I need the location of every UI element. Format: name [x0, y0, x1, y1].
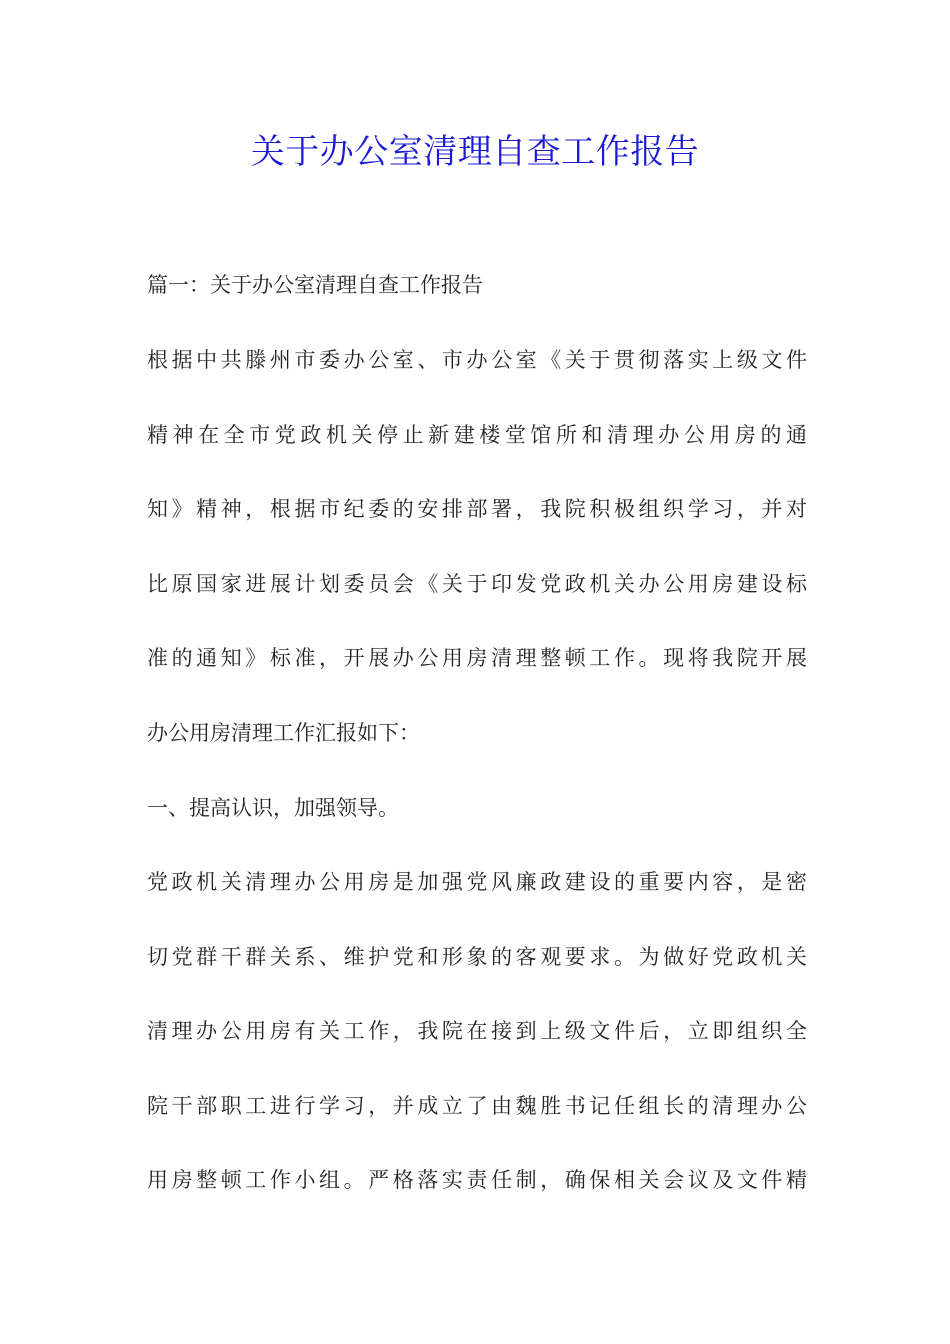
paragraph-line: 精神在全市党政机关停止新建楼堂馆所和清理办公用房的通: [147, 423, 807, 447]
paragraph-line: 准的通知》标准，开展办公用房清理整顿工作。现将我院开展: [147, 646, 807, 670]
section-heading-one: 一、提高认识，加强领导。: [147, 796, 399, 820]
document-title: 关于办公室清理自查工作报告: [250, 132, 700, 172]
paragraph-line: 比原国家进展计划委员会《关于印发党政机关办公用房建设标: [147, 572, 807, 596]
paragraph-line: 切党群干群关系、维护党和形象的客观要求。为做好党政机关: [147, 945, 807, 969]
paragraph-line: 办公用房清理工作汇报如下：: [147, 721, 420, 745]
paragraph-line: 院干部职工进行学习，并成立了由魏胜书记任组长的清理办公: [147, 1094, 807, 1118]
paragraph-line: 知》精神，根据市纪委的安排部署，我院积极组织学习，并对: [147, 497, 807, 521]
paragraph-line: 根据中共滕州市委办公室、市办公室《关于贯彻落实上级文件: [147, 348, 807, 372]
section-heading-part-one: 篇一：关于办公室清理自查工作报告: [147, 273, 483, 297]
paragraph-line: 用房整顿工作小组。严格落实责任制，确保相关会议及文件精: [147, 1168, 807, 1192]
paragraph-line: 党政机关清理办公用房是加强党风廉政建设的重要内容，是密: [147, 870, 807, 894]
paragraph-line: 清理办公用房有关工作，我院在接到上级文件后，立即组织全: [147, 1019, 807, 1043]
